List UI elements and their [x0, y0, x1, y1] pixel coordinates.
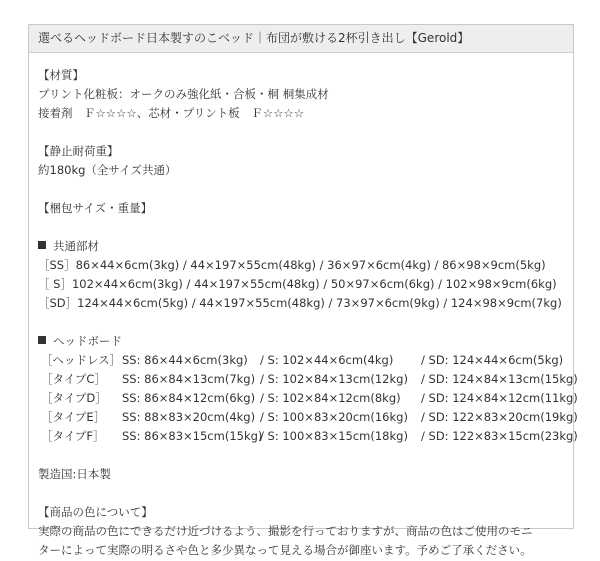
headboard-ss: SS: 86×84×12cm(6kg): [122, 391, 256, 405]
headboard-type-label: ［タイプD］: [41, 391, 107, 405]
load-heading: 【静止耐荷重】: [38, 144, 119, 158]
headboard-ss: SS: 86×83×15cm(15kg): [122, 429, 263, 443]
spec-body: [29, 53, 578, 560]
package-heading: 【梱包サイズ・重量】: [38, 201, 153, 215]
color-note-line: ターによって実際の明るさや色と多少異なって見える場合が御座います。予めご了承ください。: [38, 543, 532, 557]
headboard-sd: / SD: 122×83×15cm(23kg): [421, 429, 578, 443]
material-heading: 【材質】: [38, 68, 84, 82]
headboard-row: [38, 427, 578, 446]
headboard-ss: SS: 88×83×20cm(4kg): [122, 410, 256, 424]
headboard-type-label: ［タイプC］: [41, 372, 106, 386]
headboard-sd: / SD: 122×83×20cm(19kg): [421, 410, 578, 424]
headboard-heading: ヘッドボード: [38, 332, 573, 351]
headboard-type-label: ［タイプF］: [41, 429, 105, 443]
headboard-ss: SS: 86×44×6cm(3kg): [122, 353, 248, 367]
headboard-ss: SS: 86×84×13cm(7kg): [122, 372, 256, 386]
common-row: ［SS］86×44×6cm(3kg) / 44×197×55cm(48kg) / 36×97×6cm(4kg) / 86×98×9cm(5kg): [38, 258, 546, 272]
headboard-row: [38, 389, 578, 408]
headboard-row: [38, 351, 573, 370]
headboard-type-label: ［タイプE］: [41, 410, 106, 424]
common-parts-heading: 共通部材: [38, 237, 573, 256]
origin: 製造国:日本製: [38, 467, 111, 481]
load-value: 約180kg（全サイズ共通）: [38, 163, 177, 177]
headboard-s: / S: 102×44×6cm(4kg): [260, 353, 394, 367]
color-note-line: 実際の商品の色にできるだけ近づけるよう、撮影を行っておりますが、商品の色はご使用のモニ: [38, 524, 533, 538]
headboard-s: / S: 102×84×13cm(12kg): [260, 372, 408, 386]
headboard-row: [38, 408, 578, 427]
color-note-heading: 【商品の色について】: [38, 505, 153, 519]
material-line: プリント化粧板：オークのみ強化紙・合板・桐 桐集成材: [38, 87, 329, 101]
headboard-s: / S: 102×84×12cm(8kg): [260, 391, 401, 405]
headboard-s: / S: 100×83×20cm(16kg): [260, 410, 408, 424]
square-bullet-icon: [38, 336, 46, 344]
headboard-s: / S: 100×83×15cm(18kg): [260, 429, 408, 443]
headboard-type-label: ［ヘッドレス］: [41, 353, 122, 367]
common-row: ［ S］102×44×6cm(3kg) / 44×197×55cm(48kg) / 50×97×6cm(6kg) / 102×98×9cm(6kg): [38, 277, 557, 291]
panel-title: 選べるヘッドボード日本製すのこベッド｜布団が敷ける2杯引き出し【Gerold】: [29, 25, 573, 53]
headboard-sd: / SD: 124×84×13cm(15kg): [421, 372, 578, 386]
square-bullet-icon: [38, 241, 46, 249]
common-row: ［SD］124×44×6cm(5kg) / 44×197×55cm(48kg) / 73×97×6cm(9kg) / 124×98×9cm(7kg): [38, 296, 562, 310]
material-line: 接着剤 Ｆ☆☆☆☆、芯材・プリント板 Ｆ☆☆☆☆: [38, 106, 305, 120]
headboard-sd: / SD: 124×44×6cm(5kg): [421, 353, 564, 367]
headboard-sd: / SD: 124×84×12cm(11kg): [421, 391, 578, 405]
product-spec-panel: [28, 24, 578, 557]
headboard-row: [38, 370, 578, 389]
